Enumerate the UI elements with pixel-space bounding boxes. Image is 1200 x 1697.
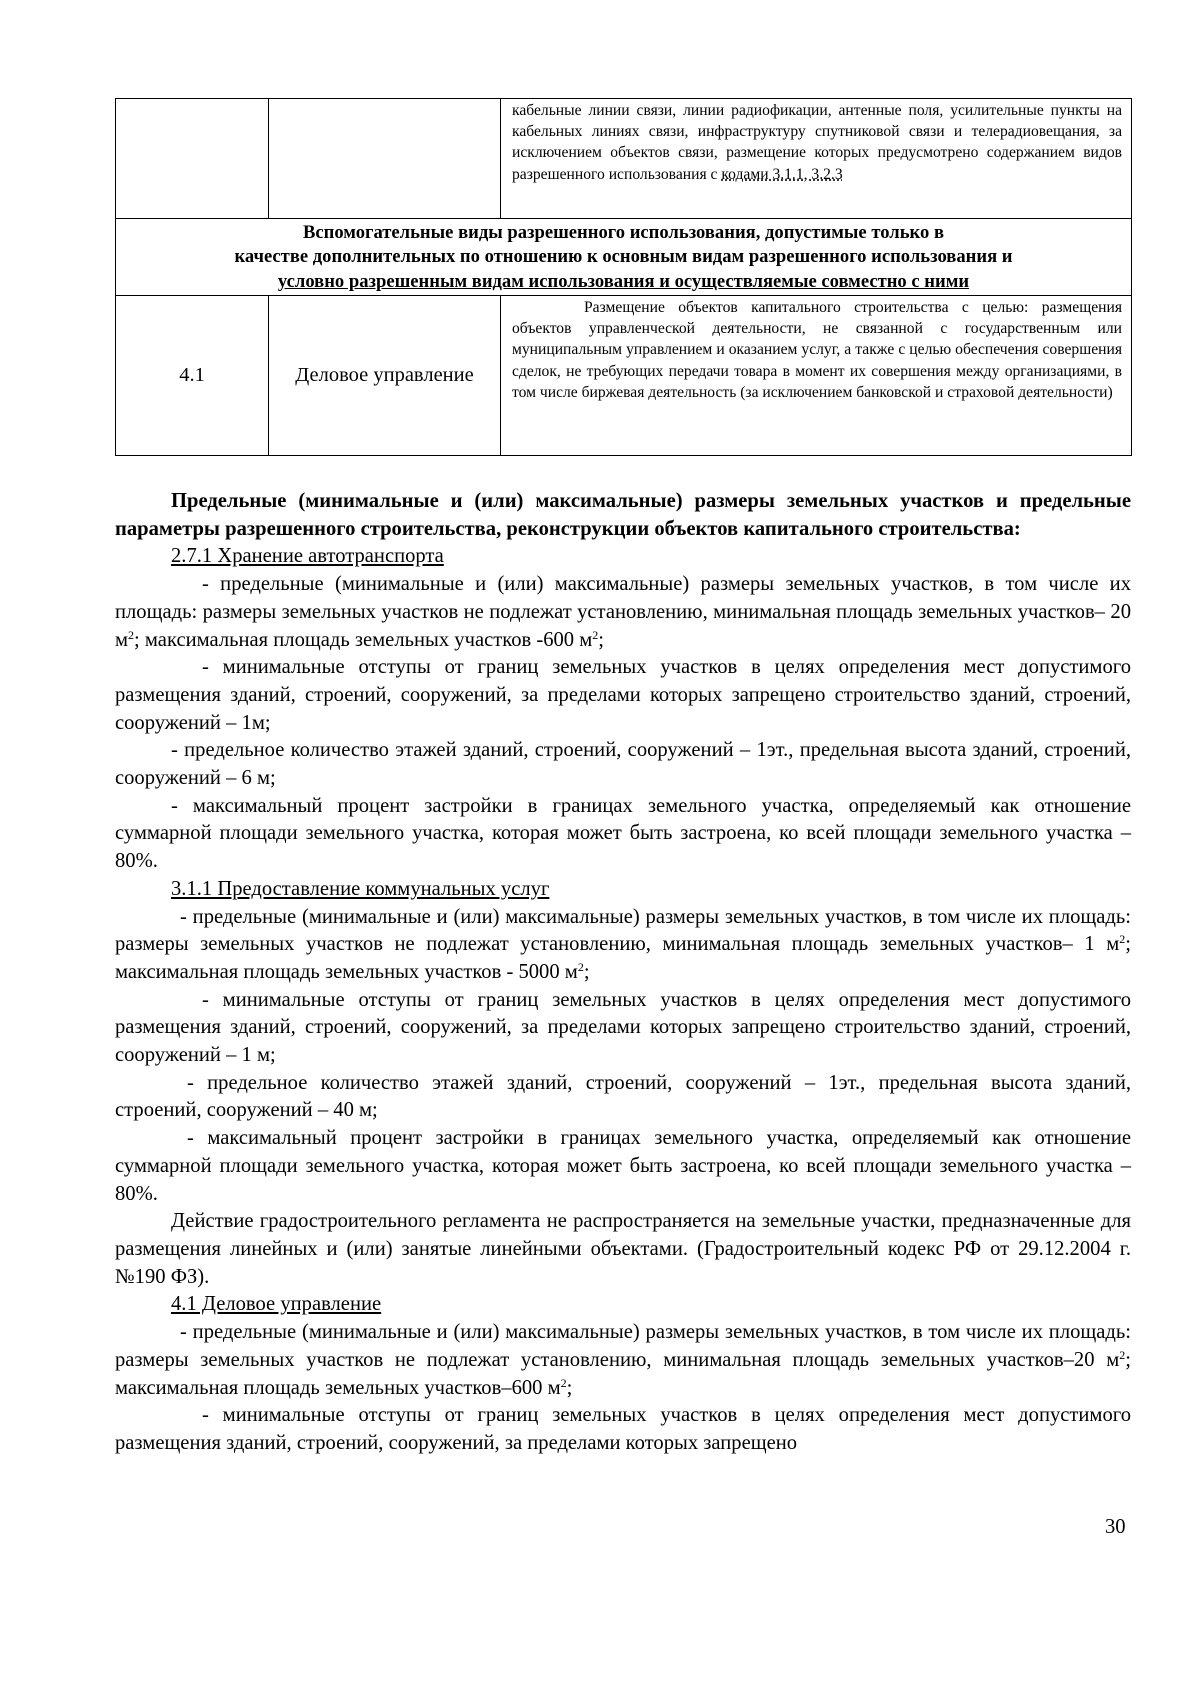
paragraph: - минимальные отступы от границ земельных участков в целях определения мест допустимого размещения зданий, строений, сооружений, за пределами которых запрещено <box>115 1404 1131 1454</box>
text: ; максимальная площадь земельных участков -600 м <box>134 628 593 651</box>
paragraph <box>115 571 1131 654</box>
auxiliary-uses-heading <box>116 219 1132 296</box>
heading-line-1: Вспомогательные виды разрешенного использования, допустимые только в <box>303 222 944 244</box>
name-cell: Деловое управление <box>269 296 501 456</box>
paragraph <box>115 1319 1131 1402</box>
paragraph: - минимальные отступы от границ земельных участков в целях определения мест допустимого размещения зданий, строений, сооружений, за пределами которых запрещено строительство зданий, строений, сооружений – 1 м; <box>115 988 1131 1067</box>
text: - предельные (минимальные и (или) максимальные) размеры земельных участков, в том числе их площадь: размеры земельных участков не подлежат установлению, минимальная площадь земельных участков–20 м <box>115 1321 1131 1371</box>
subsection-title <box>115 543 1131 571</box>
text: ; максимальная площадь земельных участков–600 м <box>115 1348 1131 1399</box>
table-row <box>116 296 1132 456</box>
superscript: 2 <box>128 627 135 642</box>
description-cell: Размещение объектов капитального строительства с целью: размещения объектов управленческой деятельности, не связанной с государственным или муниципальным управлением и оказанием услуг, а также с целью обеспечения совершения сделок, не требующих передачи товара в момент их совершения между организациями, в том числе биржевая деятельность (за исключением банковской и страховой деятельности) <box>501 296 1132 456</box>
paragraph: - максимальный процент застройки в границах земельного участка, определяемый как отношение суммарной площади земельного участка, которая может быть застроена, ко всей площади земельного участка – 80%. <box>115 794 1131 873</box>
text: ; <box>598 628 605 651</box>
name-cell <box>269 99 501 219</box>
subsection-title-text: 2.7.1 Хранение автотранспорта <box>171 545 444 568</box>
heading-line-3: условно разрешенным видам использования и осуществляемые совместно с ними <box>277 270 970 292</box>
land-use-table <box>115 98 1132 456</box>
subsection-title-text: 4.1 Деловое управление <box>171 1293 382 1316</box>
description-text: кабельные линии связи, линии радиофикации, антенные поля, усилительные пункты на кабельных линиях связи, инфраструктуру спутниковой связи и телерадиовещания, за исключением объектов связи, размещение которых предусмотрено содержанием видов разрешенного использования с <box>512 102 1122 183</box>
superscript: 2 <box>577 959 584 974</box>
description-cell <box>501 99 1132 219</box>
text: ; <box>566 1376 573 1399</box>
paragraph: - предельное количество этажей зданий, строений, сооружений – 1эт., предельная высота зданий, строений, сооружений – 40 м; <box>115 1071 1131 1122</box>
subsection-title <box>115 1291 1131 1319</box>
paragraph: Действие градостроительного регламента не распространяется на земельные участки, предназначенные для размещения линейных и (или) занятые линейными объектами. (Градостроительный кодекс РФ от 29.12.2004 г. №190 ФЗ). <box>115 1210 1131 1288</box>
paragraph <box>115 904 1131 987</box>
text: ; максимальная площадь земельных участков - 5000 м <box>115 933 1131 983</box>
table-heading-row <box>116 219 1132 296</box>
code-reference-link[interactable]: кодами 3.1.1, 3.2.3 <box>721 165 843 183</box>
section-title: Предельные (минимальные и (или) максимальные) размеры земельных участков и предельные параметры разрешенного строительства, реконструкции объектов капитального строительства: <box>115 490 1131 540</box>
superscript: 2 <box>1119 932 1126 947</box>
table-row <box>116 99 1132 219</box>
text: - предельные (минимальные и (или) максимальные) размеры земельных участков, в том числе их площадь: размеры земельных участков не подлежат установлению, минимальная площадь земельных участков– 20 м <box>115 573 1131 651</box>
text: ; <box>583 960 590 983</box>
paragraph: - минимальные отступы от границ земельных участков в целях определения мест допустимого размещения зданий, строений, сооружений, за пределами которых запрещено строительство зданий, строений, сооружений – 1м; <box>115 656 1131 734</box>
code-cell <box>116 99 269 219</box>
page-number: 30 <box>1105 1516 1126 1538</box>
text: - предельные (минимальные и (или) максимальные) размеры земельных участков, в том числе их площадь: размеры земельных участков не подлежат установлению, минимальная площадь земельных участков– 1 м <box>115 905 1131 956</box>
superscript: 2 <box>560 1375 567 1390</box>
subsection-title <box>115 876 1131 904</box>
body-text <box>115 488 1131 1458</box>
subsection-title-text: 3.1.1 Предоставление коммунальных услуг <box>171 877 550 900</box>
superscript: 2 <box>1119 1347 1126 1362</box>
code-cell: 4.1 <box>116 296 269 456</box>
heading-line-2: качестве дополнительных по отношению к основным видам разрешенного использования и <box>234 246 1013 268</box>
superscript: 2 <box>592 627 599 642</box>
paragraph: - максимальный процент застройки в границах земельного участка, определяемый как отношение суммарной площади земельного участка, которая может быть застроена, ко всей площади земельного участка – 80%. <box>115 1127 1131 1205</box>
paragraph: - предельное количество этажей зданий, строений, сооружений – 1эт., предельная высота зданий, строений, сооружений – 6 м; <box>115 739 1131 790</box>
